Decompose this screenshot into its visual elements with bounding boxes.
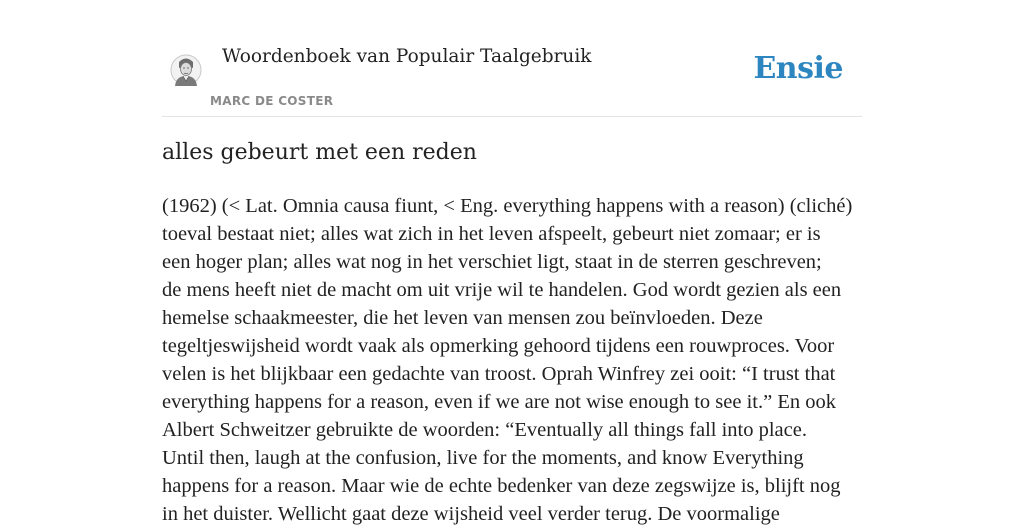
entry-line: in het duister. Wellicht gaat deze wijsheid veel verder terug. De voormalige <box>162 503 780 525</box>
ensie-logo[interactable]: Ensie <box>753 51 843 86</box>
entry-line: Until then, laugh at the confusion, live for the moments, and know Everything <box>162 447 804 469</box>
entry-line: hemelse schaakmeester, die het leven van mensen zou beïnvloeden. Deze <box>162 307 763 329</box>
entry-title: alles gebeurt met een reden <box>162 140 477 165</box>
author-name[interactable]: MARC DE COSTER <box>210 94 334 108</box>
entry-line: happens for a reason. Maar wie de echte bedenker van deze zegswijze is, blijft nog <box>162 475 841 497</box>
entry-line: een hoger plan; alles wat nog in het verschiet ligt, staat in de sterren geschreven; <box>162 251 822 273</box>
entry-line: toeval bestaat niet; alles wat zich in het leven afspeelt, gebeurt niet zomaar; er is <box>162 223 821 245</box>
entry-body <box>162 192 862 528</box>
entry-line: (1962) (< Lat. Omnia causa fiunt, < Eng. everything happens with a reason) (cliché) <box>162 195 853 217</box>
entry-line: Albert Schweitzer gebruikte de woorden: “Eventually all things fall into place. <box>162 419 807 441</box>
entry-line: tegeltjeswijsheid wordt vaak als opmerking gehoord tijdens een rouwproces. Voor <box>162 335 835 357</box>
book-title[interactable]: Woordenboek van Populair Taalgebruik <box>222 46 592 67</box>
author-portrait-icon[interactable] <box>170 52 202 88</box>
header <box>162 0 862 117</box>
entry-line: de mens heeft niet de macht om uit vrije wil te handelen. God wordt gezien als een <box>162 279 842 301</box>
entry-line: velen is het blijkbaar een gedachte van troost. Oprah Winfrey zei ooit: “I trust that <box>162 363 836 385</box>
entry-line: everything happens for a reason, even if we are not wise enough to see it.” En ook <box>162 391 836 413</box>
